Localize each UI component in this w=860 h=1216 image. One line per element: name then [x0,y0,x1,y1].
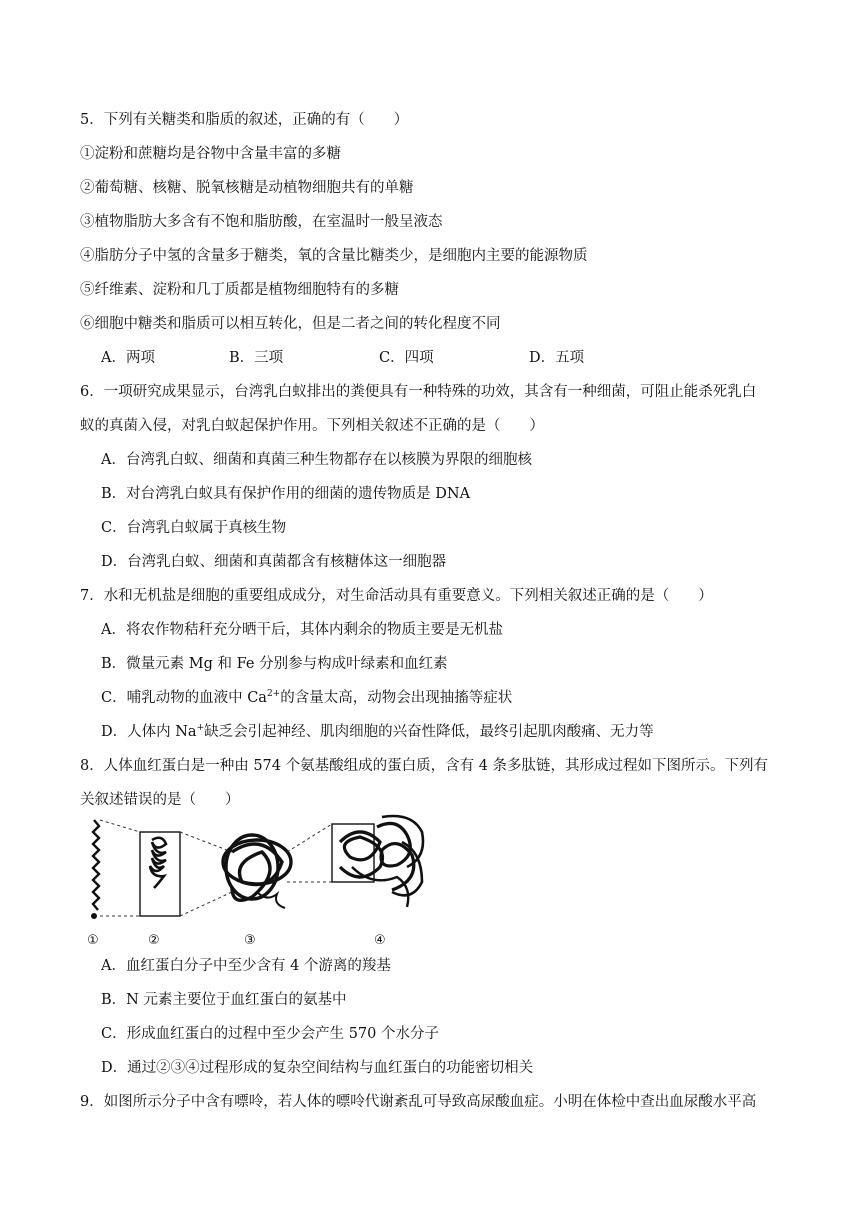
figure-label-1: ① [87,933,99,948]
q6-stem-line1: 6．一项研究成果显示，台湾乳白蚁排出的粪便具有一种特殊的功效，其含有一种细菌，可阻止能杀死乳白 [80,384,757,400]
q5-option-d: D．五项 [529,350,585,366]
q8-option-c: C．形成血红蛋白的过程中至少会产生 570 个水分子 [101,1026,439,1042]
secondary-structure-box [140,832,180,916]
q7-option-c-pre: C．哺乳动物的血液中 Ca [101,690,267,706]
q8-stem-line2: 关叙述错误的是（ ） [80,792,240,808]
q5-options [101,348,584,368]
q7-option-b: B．微量元素 Mg 和 Fe 分别参与构成叶绿素和血红素 [101,656,448,672]
hemoglobin-formation-figure [82,812,462,952]
calcium-charge: 2+ [266,689,281,700]
q6-option-a: A．台湾乳白蚁、细菌和真菌三种生物都存在以核膜为界限的细胞核 [101,452,532,468]
q7-option-a: A．将农作物秸秆充分晒干后，其体内剩余的物质主要是无机盐 [101,622,503,638]
q8-option-b: B．N 元素主要位于血红蛋白的氨基中 [101,992,347,1008]
q7-option-d [101,722,654,742]
q9-stem-line1: 9．如图所示分子中含有嘌呤，若人体的嘌呤代谢紊乱可导致高尿酸血症。小明在体检中查出血尿酸水平高 [80,1094,757,1110]
q7-option-c [101,688,512,708]
q5-option-b: B．三项 [229,350,284,366]
q7-option-d-post: 缺乏会引起神经、肌肉细胞的兴奋性降低，最终引起肌肉酸痛、无力等 [204,724,654,740]
q8-stem-line1: 8．人体血红蛋白是一种由 574 个氨基酸组成的蛋白质，含有 4 条多肽链，其形成过程如下图所示。下列有 [80,758,769,774]
q5-item-3: ③植物脂肪大多含有不饱和脂肪酸，在室温时一般呈液态 [80,214,443,230]
q7-option-c-post: 的含量太高，动物会出现抽搐等症状 [280,690,513,706]
q8-option-a: A．血红蛋白分子中至少含有 4 个游离的羧基 [101,958,391,974]
q5-option-a: A．两项 [101,350,155,366]
sodium-charge: + [196,723,205,734]
dashed-guide-3 [287,824,332,882]
dashed-guide-1 [100,820,140,916]
primary-structure-chain [91,820,99,919]
q8-option-d: D．通过②③④过程形成的复杂空间结构与血红蛋白的功能密切相关 [101,1060,534,1076]
q6-option-c: C．台湾乳白蚁属于真核生物 [101,520,287,536]
quaternary-structure [332,816,423,907]
q7-option-d-pre: D．人体内 Na [101,724,197,740]
q5-item-5: ⑤纤维素、淀粉和几丁质都是植物细胞特有的多糖 [80,282,399,298]
q6-stem-line2: 蚁的真菌入侵，对乳白蚁起保护作用。下列相关叙述不正确的是（ ） [80,418,544,434]
q5-item-1: ①淀粉和蔗糖均是谷物中含量丰富的多糖 [80,146,341,162]
q7-stem: 7．水和无机盐是细胞的重要组成成分，对生命活动具有重要意义。下列相关叙述正确的是（ ） [80,588,713,604]
figure-label-2: ② [148,933,160,948]
q5-item-6: ⑥细胞中糖类和脂质可以相互转化，但是二者之间的转化程度不同 [80,316,501,332]
q6-option-d: D．台湾乳白蚁、细菌和真菌都含有核糖体这一细胞器 [101,554,447,570]
q5-item-2: ②葡萄糖、核糖、脱氧核糖是动植物细胞共有的单糖 [80,180,414,196]
dashed-guide-2 [180,832,232,916]
figure-label-3: ③ [244,933,256,948]
q6-option-b: B．对台湾乳白蚁具有保护作用的细菌的遗传物质是 DNA [101,486,471,502]
figure-label-4: ④ [374,933,386,948]
q5-stem: 5．下列有关糖类和脂质的叙述，正确的有（ ） [80,112,409,128]
q5-item-4: ④脂肪分子中氢的含量多于糖类，氧的含量比糖类少，是细胞内主要的能源物质 [80,248,588,264]
q5-option-c: C．四项 [379,350,434,366]
tertiary-structure [223,835,291,908]
